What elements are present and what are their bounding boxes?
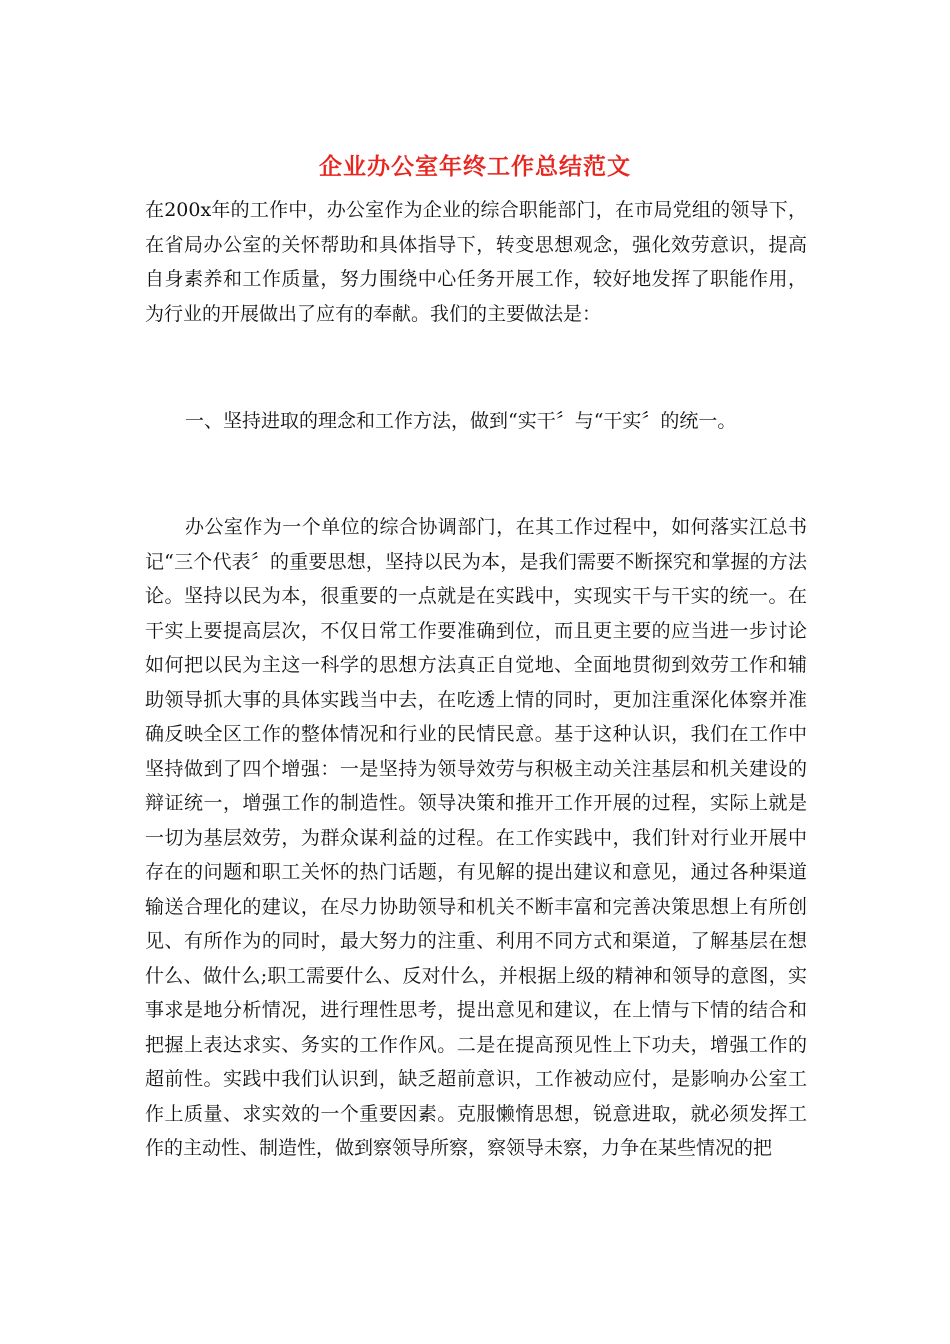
section-1-heading: 一、坚持进取的理念和工作方法，做到“实干〞与“干实〞的统一。 [185, 410, 737, 432]
intro-paragraph: 在200x年的工作中，办公室作为企业的综合职能部门，在市局党组的领导下，在省局办公室的关怀帮助和具体指导下，转变思想观念，强化效劳意识，提高自身素养和工作质量，努力围绕中心任务开展工作，较好地发挥了职能作用，为行业的开展做出了应有的奉献。我们的主要做法是： [145, 199, 807, 325]
section-1-body: 办公室作为一个单位的综合协调部门，在其工作过程中，如何落实江总书记“三个代表〞的重要思想，坚持以民为本，是我们需要不断探究和掌握的方法论。坚持以民为本，很重要的一点就是在实践中，实现实干与干实的统一。在干实上要提高层次，不仅日常工作要准确到位，而且更主要的应当进一步讨论如何把以民为主这一科学的思想方法真正自觉地、全面地贯彻到效劳工作和辅助领导抓大事的具体实践当中去，在吃透上情的同时，更加注重深化体察并准确反映全区工作的整体情况和行业的民情民意。基于这种认识，我们在工作中坚持做到了四个增强：一是坚持为领导效劳与积极主动关注基层和机关建设的辩证统一，增强工作的制造性。领导决策和推开工作开展的过程，实际上就是一切为基层效劳，为群众谋利益的过程。在工作实践中，我们针对行业开展中存在的问题和职工关怀的热门话题，有见解的提出建议和意见，通过各种渠道输送合理化的建议，在尽力协助领导和机关不断丰富和完善决策思想上有所创见、有所作为的同时，最大努力的注重、利用不同方式和渠道，了解基层在想什么、做什么;职工需要什么、反对什么，并根据上级的精神和领导的意图，实事求是地分析情况，进行理性思考，提出意见和建议，在上情与下情的结合和把握上表达求实、务实的工作作风。二是在提高预见性上下功夫，增强工作的超前性。实践中我们认识到，缺乏超前意识，工作被动应付，是影响办公室工作上质量、求实效的一个重要因素。克服懒惰思想，锐意进取，就必须发挥工作的主动性、制造性，做到察领导所察，察领导未察，力争在某些情况的把 [145, 516, 807, 1159]
document-title: 企业办公室年终工作总结范文 [319, 153, 631, 180]
